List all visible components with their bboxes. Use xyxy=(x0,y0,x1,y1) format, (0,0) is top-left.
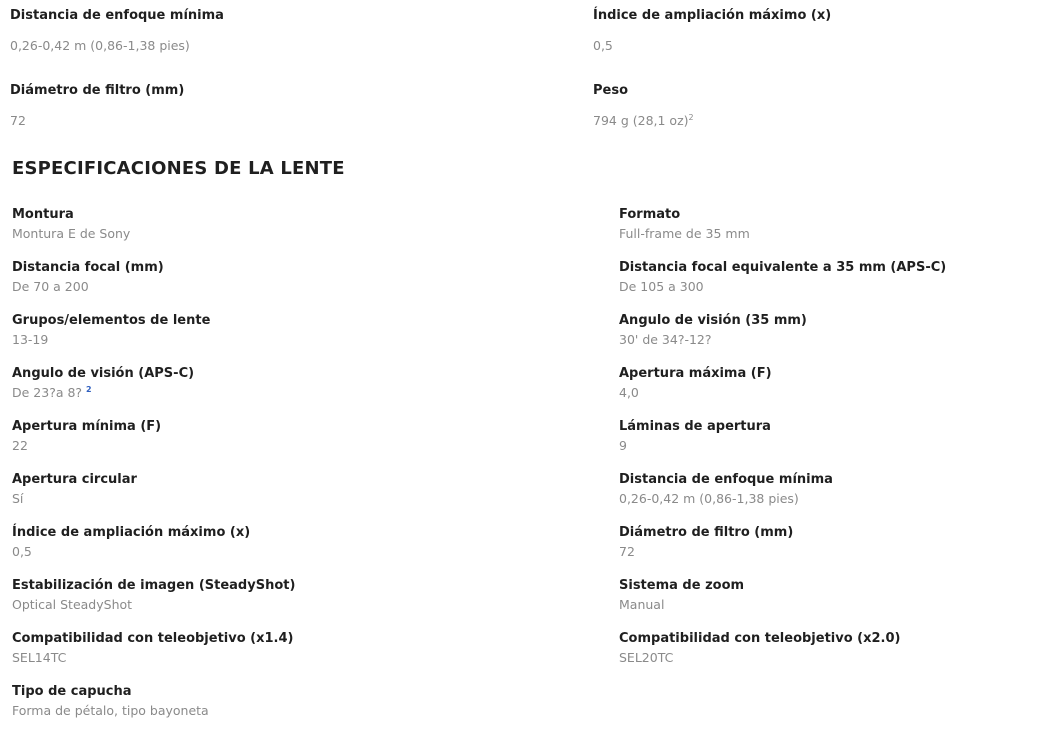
spec-value-steadyshot: Optical SteadyShot xyxy=(12,597,133,612)
spec-label-teleconverter-20: Compatibilidad con teleobjetivo (x2.0) xyxy=(619,631,901,646)
spec-value-min-aperture: 22 xyxy=(12,438,28,453)
spec-value-zoom-system: Manual xyxy=(619,597,665,612)
spec-value-filter-diameter: 72 xyxy=(619,544,635,559)
spec-label-hood-type: Tipo de capucha xyxy=(12,684,132,699)
spec-value-teleconverter-20: SEL20TC xyxy=(619,650,674,665)
spec-label-filter-diameter: Diámetro de filtro (mm) xyxy=(619,525,794,540)
spec-label-min-aperture: Apertura mínima (F) xyxy=(12,419,162,434)
spec-value-min-focus-top: 0,26-0,42 m (0,86-1,38 pies) xyxy=(10,38,190,53)
spec-value-view-angle-apsc xyxy=(12,385,92,400)
spec-label-max-aperture: Apertura máxima (F) xyxy=(619,366,772,381)
spec-value-mount: Montura E de Sony xyxy=(12,226,131,241)
spec-value-format: Full-frame de 35 mm xyxy=(619,226,750,241)
spec-value-filter-diameter-top: 72 xyxy=(10,113,26,128)
spec-label-teleconverter-14: Compatibilidad con teleobjetivo (x1.4) xyxy=(12,631,294,646)
section-title: ESPECIFICACIONES DE LA LENTE xyxy=(12,158,345,179)
spec-value-focal-length: De 70 a 200 xyxy=(12,279,89,294)
spec-label-min-focus: Distancia de enfoque mínima xyxy=(619,472,833,487)
spec-value-lens-groups: 13-19 xyxy=(12,332,49,347)
spec-value-teleconverter-14: SEL14TC xyxy=(12,650,67,665)
spec-value-max-aperture: 4,0 xyxy=(619,385,639,400)
spec-label-format: Formato xyxy=(619,207,681,222)
spec-label-mount: Montura xyxy=(12,207,74,222)
spec-value-view-angle-35mm: 30' de 34?-12? xyxy=(619,332,712,347)
spec-label-filter-diameter-top: Diámetro de filtro (mm) xyxy=(10,83,185,98)
spec-value-hood-type: Forma de pétalo, tipo bayoneta xyxy=(12,703,209,718)
spec-value-max-magnification: 0,5 xyxy=(12,544,32,559)
spec-label-view-angle-35mm: Angulo de visión (35 mm) xyxy=(619,313,807,328)
spec-value-max-magnification-top: 0,5 xyxy=(593,38,613,53)
spec-label-lens-groups: Grupos/elementos de lente xyxy=(12,313,211,328)
spec-label-focal-length: Distancia focal (mm) xyxy=(12,260,164,275)
spec-label-aperture-blades: Láminas de apertura xyxy=(619,419,771,434)
spec-label-max-magnification: Índice de ampliación máximo (x) xyxy=(12,525,251,540)
spec-label-steadyshot: Estabilización de imagen (SteadyShot) xyxy=(12,578,296,593)
spec-label-weight: Peso xyxy=(593,83,629,98)
view-angle-apsc-text: De 23?a 8? xyxy=(12,385,83,400)
spec-label-circular-aperture: Apertura circular xyxy=(12,472,137,487)
weight-footnote: 2 xyxy=(688,112,694,122)
spec-value-weight xyxy=(593,113,694,128)
spec-label-zoom-system: Sistema de zoom xyxy=(619,578,745,593)
weight-text: 794 g (28,1 oz) xyxy=(593,113,689,128)
spec-value-aperture-blades: 9 xyxy=(619,438,627,453)
spec-label-max-magnification-top: Índice de ampliación máximo (x) xyxy=(593,8,832,23)
spec-value-circular-aperture: Sí xyxy=(12,491,24,506)
spec-label-equiv-focal-length: Distancia focal equivalente a 35 mm (APS-C) xyxy=(619,260,947,275)
spec-label-min-focus-top: Distancia de enfoque mínima xyxy=(10,8,224,23)
spec-value-min-focus: 0,26-0,42 m (0,86-1,38 pies) xyxy=(619,491,799,506)
view-angle-apsc-footnote-link[interactable]: 2 xyxy=(86,384,92,394)
spec-value-equiv-focal-length: De 105 a 300 xyxy=(619,279,704,294)
spec-label-view-angle-apsc: Angulo de visión (APS-C) xyxy=(12,366,195,381)
